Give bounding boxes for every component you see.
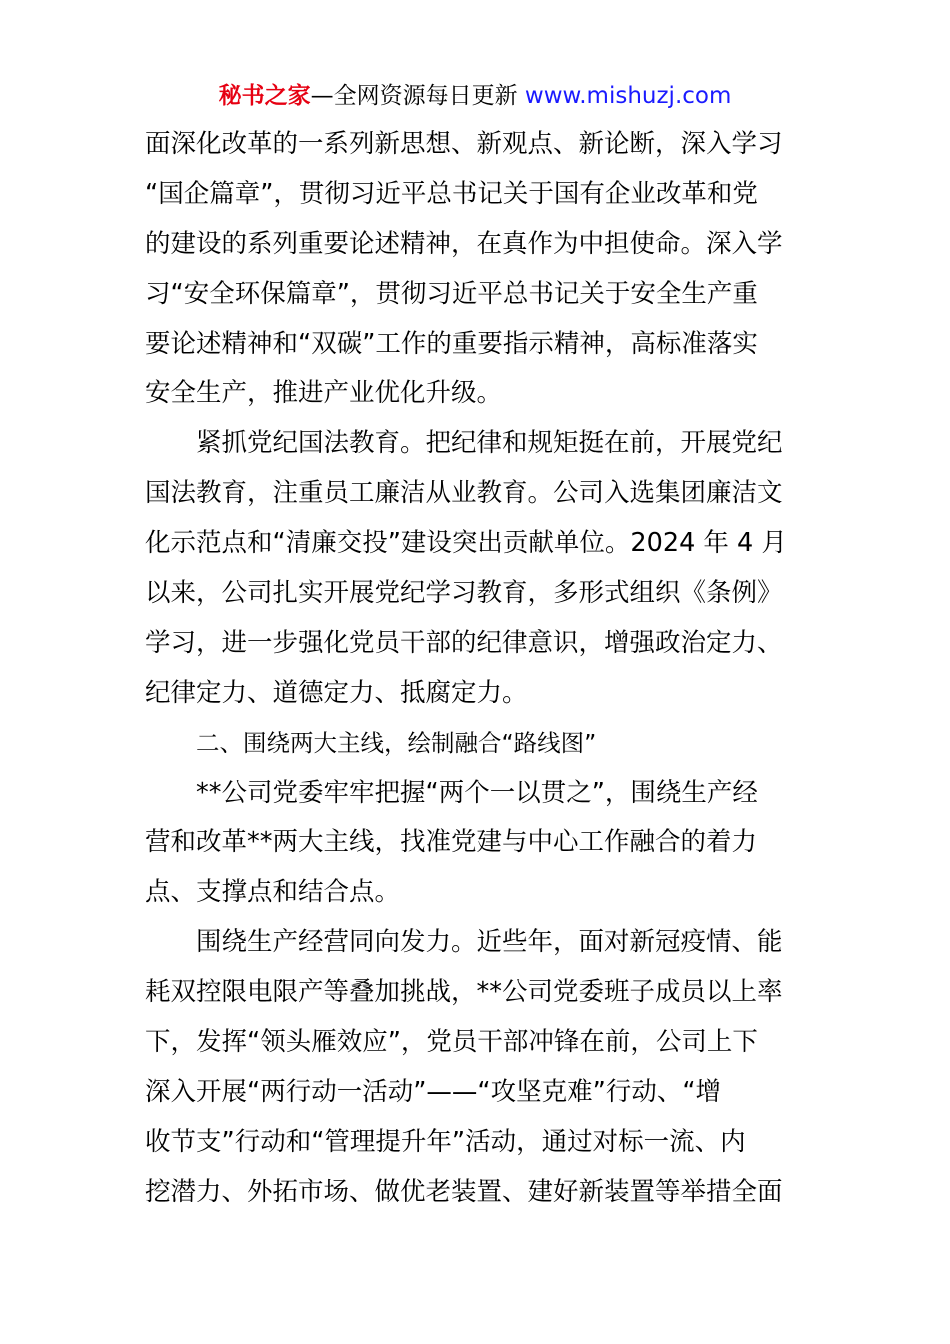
text-line: 点、支撑点和结合点。 [145,877,401,908]
text-line: 深入开展“两行动一活动”——“攻坚克难”行动、“增 [145,1076,722,1107]
site-tagline: —全网资源每日更新 [310,83,518,109]
text-line: 挖潜力、外拓市场、做优老装置、建好新装置等举措全面 [145,1176,783,1207]
text-line: 以来，公司扎实开展党纪学习教育，多形式组织《条例》 [145,578,783,609]
paragraph-start-line: 紧抓党纪国法教育。把纪律和规矩挺在前，开展党纪 [196,428,783,459]
text-line: 学习，进一步强化党员干部的纪律意识，增强政治定力、 [145,627,783,658]
text-line: 收节支”行动和“管理提升年”活动，通过对标一流、内 [145,1126,746,1157]
text-line: 的建设的系列重要论述精神，在真作为中担使命。深入学 [145,228,783,259]
document-body [145,120,809,1218]
site-brand: 秘书之家 [218,83,311,109]
page-header [0,80,950,112]
text-line: 营和改革**两大主线，找准党建与中心工作融合的着力 [145,827,758,858]
text-line: 安全生产，推进产业优化升级。 [145,378,503,409]
text-line: 习“安全环保篇章”，贯彻习近平总书记关于安全生产重 [145,278,758,309]
text-line: 耗双控限电限产等叠加挑战，**公司党委班子成员以上率 [145,977,783,1008]
text-line: 国法教育，注重员工廉洁从业教育。公司入选集团廉洁文 [145,478,783,509]
text-line: “国企篇章”，贯彻习近平总书记关于国有企业改革和党 [145,178,758,209]
text-line: 下，发挥“领头雁效应”，党员干部冲锋在前，公司上下 [145,1027,758,1058]
text-line: 要论述精神和“双碳”工作的重要指示精神，高标准落实 [145,328,758,359]
text-line: 化示范点和“清廉交投”建设突出贡献单位。2024 年 4 月 [145,528,787,559]
paragraph-start-line: 围绕生产经营同向发力。近些年，面对新冠疫情、能 [196,927,783,958]
site-url-link[interactable]: www.mishuzj.com [524,83,732,109]
paragraph-start-line: **公司党委牢牢把握“两个一以贯之”，围绕生产经 [196,777,758,808]
section-heading: 二、围绕两大主线，绘制融合“路线图” [196,728,597,757]
text-line: 面深化改革的一系列新思想、新观点、新论断，深入学习 [145,129,783,159]
text-line: 纪律定力、道德定力、抵腐定力。 [145,677,528,708]
